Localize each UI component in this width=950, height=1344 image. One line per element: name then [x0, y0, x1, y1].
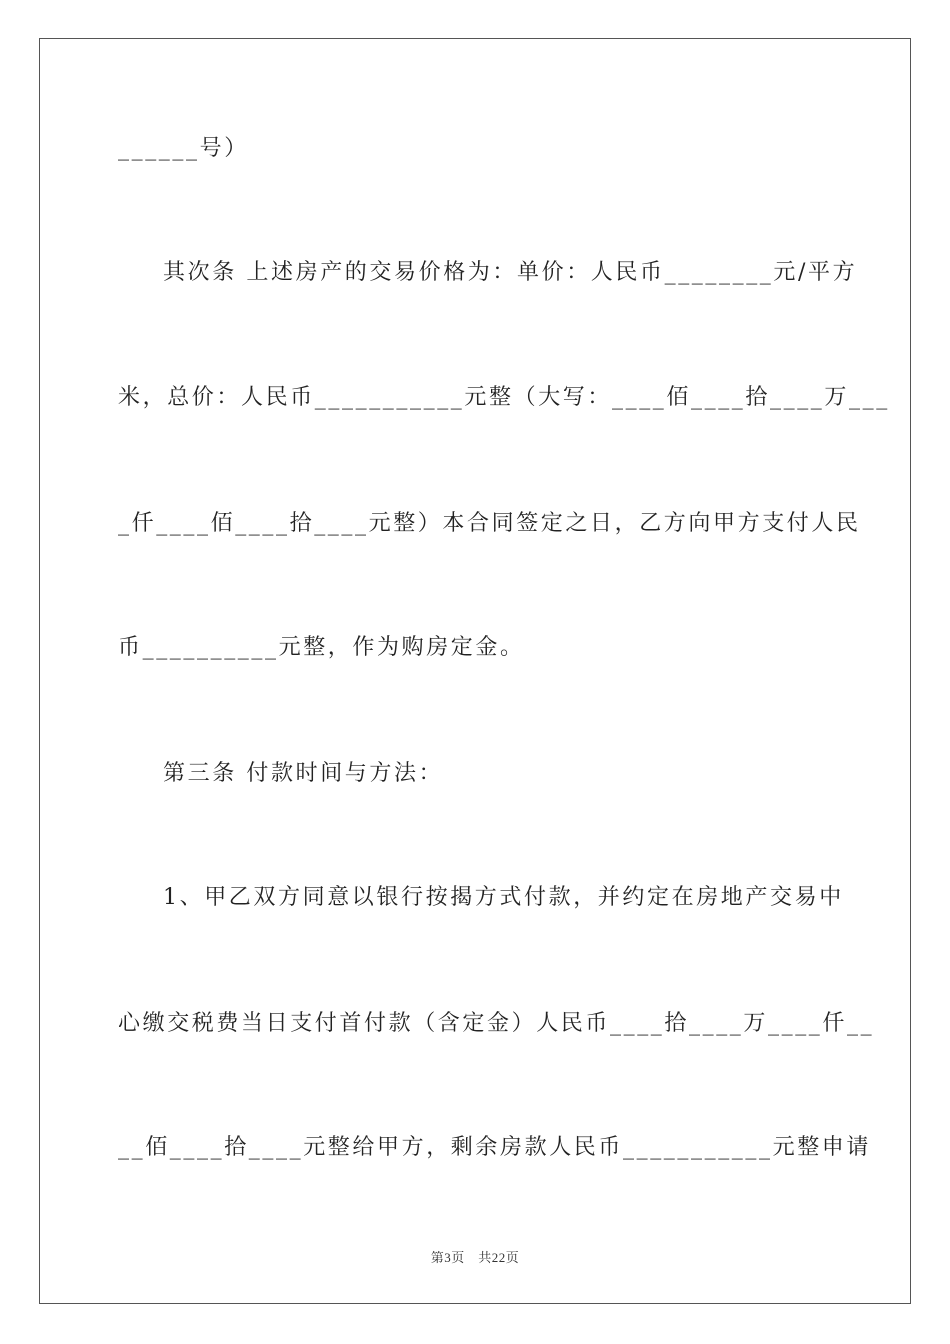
text-line-2: 其次条 上述房产的交易价格为：单价：人民币________元/平方 [163, 260, 858, 285]
text-line-6: 第三条 付款时间与方法： [163, 761, 444, 786]
text-line-5: 币__________元整，作为购房定金。 [118, 635, 525, 660]
text-line-4: _仟____佰____拾____元整）本合同签定之日，乙方向甲方支付人民 [118, 511, 861, 536]
text-line-9: __佰____拾____元整给甲方，剩余房款人民币___________元整申请 [118, 1135, 872, 1160]
text-line-3: 米，总价：人民币___________元整（大写：____佰____拾____万___ [118, 385, 890, 410]
page-footer: 第3页 共22页 [430, 1250, 520, 1265]
text-line-8: 心缴交税费当日支付首付款（含定金）人民币____拾____万____仟__ [118, 1011, 875, 1036]
text-line-1: ______号） [118, 136, 249, 161]
text-line-7: 1、甲乙双方同意以银行按揭方式付款，并约定在房地产交易中 [163, 885, 844, 910]
page-border [39, 38, 911, 1304]
